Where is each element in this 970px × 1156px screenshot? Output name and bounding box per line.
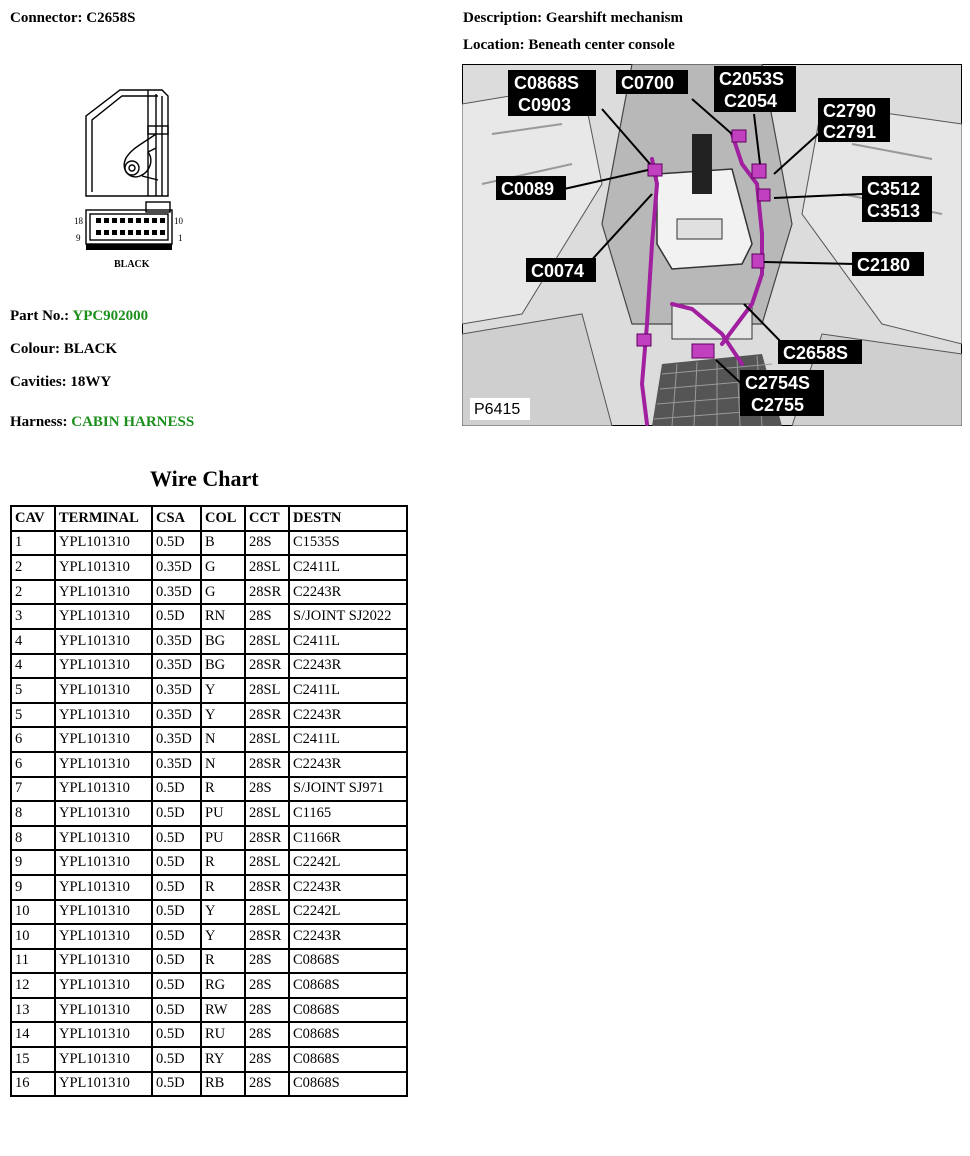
cell-csa: 0.35D bbox=[153, 753, 200, 776]
cell-csa: 0.35D bbox=[153, 630, 200, 653]
table-row bbox=[12, 851, 406, 874]
table-row bbox=[12, 999, 406, 1022]
cell-cav: 5 bbox=[12, 704, 54, 727]
table-row bbox=[12, 655, 406, 678]
cell-cav: 1 bbox=[12, 532, 54, 555]
cell-destn: C2243R bbox=[290, 581, 406, 604]
cell-terminal: YPL101310 bbox=[56, 556, 151, 579]
cell-terminal: YPL101310 bbox=[56, 630, 151, 653]
cell-cct: 28SR bbox=[246, 876, 288, 899]
connector-label: Connector: C2658S bbox=[10, 10, 136, 26]
cavities-value: 18WY bbox=[70, 374, 112, 390]
photo-code: P6415 bbox=[474, 401, 521, 418]
cell-terminal: YPL101310 bbox=[56, 532, 151, 555]
header-terminal: TERMINAL bbox=[56, 507, 151, 530]
cell-cav: 9 bbox=[12, 851, 54, 874]
cell-terminal: YPL101310 bbox=[56, 605, 151, 628]
cell-col: RG bbox=[202, 974, 244, 997]
table-header-row bbox=[12, 507, 406, 530]
cell-destn: C1165 bbox=[290, 802, 406, 825]
cell-destn: C2242L bbox=[290, 851, 406, 874]
cell-destn: C0868S bbox=[290, 1023, 406, 1046]
cell-terminal: YPL101310 bbox=[56, 974, 151, 997]
pin-label-top-right: 10 bbox=[174, 216, 183, 226]
callout-c2791: C2791 bbox=[823, 122, 877, 142]
cell-csa: 0.35D bbox=[153, 679, 200, 702]
cell-col: BG bbox=[202, 655, 244, 678]
cell-cct: 28SL bbox=[246, 728, 288, 751]
cell-cct: 28S bbox=[246, 605, 288, 628]
header-col: COL bbox=[202, 507, 244, 530]
cell-cav: 16 bbox=[12, 1073, 54, 1096]
part-number-value: YPC902000 bbox=[72, 308, 149, 324]
cell-col: RN bbox=[202, 605, 244, 628]
harness-value: CABIN HARNESS bbox=[71, 414, 195, 430]
callout-c0868s: C0868S bbox=[514, 73, 580, 93]
cell-cct: 28S bbox=[246, 950, 288, 973]
cell-cav: 6 bbox=[12, 753, 54, 776]
cell-cct: 28S bbox=[246, 1048, 288, 1071]
table-row bbox=[12, 876, 406, 899]
table-row bbox=[12, 556, 406, 579]
cell-csa: 0.5D bbox=[153, 532, 200, 555]
cell-destn: C0868S bbox=[290, 1048, 406, 1071]
cell-col: R bbox=[202, 851, 244, 874]
table-row bbox=[12, 704, 406, 727]
cell-cct: 28SL bbox=[246, 679, 288, 702]
header-cav: CAV bbox=[12, 507, 54, 530]
cell-cct: 28S bbox=[246, 1023, 288, 1046]
cell-cav: 7 bbox=[12, 778, 54, 801]
callout-c0903: C0903 bbox=[518, 95, 572, 115]
cell-terminal: YPL101310 bbox=[56, 876, 151, 899]
table-row bbox=[12, 728, 406, 751]
cell-csa: 0.5D bbox=[153, 999, 200, 1022]
description-value: Gearshift mechanism bbox=[545, 10, 683, 26]
cell-destn: C2243R bbox=[290, 704, 406, 727]
pin-label-bottom-right: 1 bbox=[178, 233, 183, 243]
pin-label-bottom-left: 9 bbox=[76, 233, 81, 243]
callout-c0074: C0074 bbox=[531, 261, 585, 281]
cell-cav: 15 bbox=[12, 1048, 54, 1071]
callout-c2790: C2790 bbox=[823, 101, 877, 121]
table-row bbox=[12, 1023, 406, 1046]
cell-col: PU bbox=[202, 802, 244, 825]
table-row bbox=[12, 1073, 406, 1096]
cell-csa: 0.5D bbox=[153, 802, 200, 825]
table-row bbox=[12, 925, 406, 948]
table-row bbox=[12, 1048, 406, 1071]
cell-col: B bbox=[202, 532, 244, 555]
cell-csa: 0.5D bbox=[153, 876, 200, 899]
cell-terminal: YPL101310 bbox=[56, 753, 151, 776]
header-csa: CSA bbox=[153, 507, 200, 530]
table-row bbox=[12, 605, 406, 628]
cell-cav: 14 bbox=[12, 1023, 54, 1046]
cell-cct: 28SL bbox=[246, 901, 288, 924]
cell-cav: 5 bbox=[12, 679, 54, 702]
header-destn: DESTN bbox=[290, 507, 406, 530]
callout-c2180: C2180 bbox=[857, 255, 911, 275]
cell-cav: 8 bbox=[12, 802, 54, 825]
cell-terminal: YPL101310 bbox=[56, 999, 151, 1022]
colour: Colour: BLACK bbox=[10, 341, 118, 357]
cell-cav: 2 bbox=[12, 581, 54, 604]
wire-chart-title: Wire Chart bbox=[150, 466, 259, 491]
cell-terminal: YPL101310 bbox=[56, 704, 151, 727]
cell-cct: 28SL bbox=[246, 851, 288, 874]
cell-csa: 0.5D bbox=[153, 827, 200, 850]
cell-destn: C2243R bbox=[290, 753, 406, 776]
table-row bbox=[12, 901, 406, 924]
callout-c2754s: C2754S bbox=[745, 373, 811, 393]
cell-cav: 8 bbox=[12, 827, 54, 850]
table-row bbox=[12, 974, 406, 997]
callout-c0089: C0089 bbox=[501, 179, 555, 199]
cell-cav: 2 bbox=[12, 556, 54, 579]
cell-col: Y bbox=[202, 925, 244, 948]
table-row bbox=[12, 753, 406, 776]
table-row bbox=[12, 630, 406, 653]
cell-csa: 0.5D bbox=[153, 778, 200, 801]
connector-drawing bbox=[72, 86, 192, 272]
callout-c2053s: C2053S bbox=[719, 69, 785, 89]
cell-terminal: YPL101310 bbox=[56, 925, 151, 948]
pin-label-top-left: 18 bbox=[74, 216, 83, 226]
cell-destn: C1166R bbox=[290, 827, 406, 850]
cell-destn: C2411L bbox=[290, 728, 406, 751]
connector-id: C2658S bbox=[86, 10, 136, 26]
cell-terminal: YPL101310 bbox=[56, 851, 151, 874]
cell-col: PU bbox=[202, 827, 244, 850]
cell-destn: C0868S bbox=[290, 999, 406, 1022]
cell-cct: 28S bbox=[246, 974, 288, 997]
location-value: Beneath center console bbox=[528, 37, 675, 53]
cell-destn: C0868S bbox=[290, 974, 406, 997]
cell-destn: C0868S bbox=[290, 1073, 406, 1096]
cell-cct: 28SL bbox=[246, 556, 288, 579]
cell-terminal: YPL101310 bbox=[56, 901, 151, 924]
cell-col: RY bbox=[202, 1048, 244, 1071]
table-row bbox=[12, 679, 406, 702]
cell-cav: 11 bbox=[12, 950, 54, 973]
cell-destn: S/JOINT SJ971 bbox=[290, 778, 406, 801]
cell-col: N bbox=[202, 728, 244, 751]
cell-terminal: YPL101310 bbox=[56, 1073, 151, 1096]
cell-terminal: YPL101310 bbox=[56, 827, 151, 850]
cell-destn: C2243R bbox=[290, 876, 406, 899]
wire-chart-table bbox=[10, 505, 408, 1097]
cell-csa: 0.5D bbox=[153, 1023, 200, 1046]
cell-terminal: YPL101310 bbox=[56, 1023, 151, 1046]
cell-col: BG bbox=[202, 630, 244, 653]
cell-col: RB bbox=[202, 1073, 244, 1096]
table-row bbox=[12, 581, 406, 604]
table-row bbox=[12, 827, 406, 850]
cell-col: RU bbox=[202, 1023, 244, 1046]
callout-c2054: C2054 bbox=[724, 91, 778, 111]
cell-col: R bbox=[202, 876, 244, 899]
cell-cct: 28S bbox=[246, 1073, 288, 1096]
cell-csa: 0.5D bbox=[153, 925, 200, 948]
cell-terminal: YPL101310 bbox=[56, 655, 151, 678]
cell-cct: 28SR bbox=[246, 655, 288, 678]
callout-c0700: C0700 bbox=[621, 73, 675, 93]
cell-destn: C2411L bbox=[290, 630, 406, 653]
cell-csa: 0.5D bbox=[153, 1048, 200, 1071]
cell-destn: S/JOINT SJ2022 bbox=[290, 605, 406, 628]
cell-cav: 4 bbox=[12, 655, 54, 678]
location-photo bbox=[462, 64, 962, 426]
colour-value: BLACK bbox=[63, 341, 118, 357]
cell-destn: C2411L bbox=[290, 556, 406, 579]
cell-destn: C2411L bbox=[290, 679, 406, 702]
cell-terminal: YPL101310 bbox=[56, 802, 151, 825]
cell-csa: 0.35D bbox=[153, 655, 200, 678]
cell-cct: 28S bbox=[246, 532, 288, 555]
cell-csa: 0.5D bbox=[153, 950, 200, 973]
table-row bbox=[12, 802, 406, 825]
cell-col: RW bbox=[202, 999, 244, 1022]
cell-col: N bbox=[202, 753, 244, 776]
cell-destn: C0868S bbox=[290, 950, 406, 973]
cell-terminal: YPL101310 bbox=[56, 778, 151, 801]
cell-cct: 28SR bbox=[246, 753, 288, 776]
cell-csa: 0.35D bbox=[153, 728, 200, 751]
cell-csa: 0.5D bbox=[153, 974, 200, 997]
cell-cct: 28SR bbox=[246, 925, 288, 948]
table-row bbox=[12, 950, 406, 973]
cell-destn: C2243R bbox=[290, 925, 406, 948]
cell-destn: C1535S bbox=[290, 532, 406, 555]
cell-csa: 0.5D bbox=[153, 605, 200, 628]
description-label: Description: Gearshift mechanism bbox=[463, 10, 683, 26]
part-number: Part No.: YPC902000 bbox=[10, 308, 149, 324]
cell-cav: 13 bbox=[12, 999, 54, 1022]
wire-chart-body bbox=[12, 532, 406, 1096]
cell-cct: 28SL bbox=[246, 802, 288, 825]
drawing-color-caption: BLACK bbox=[114, 259, 150, 270]
cell-cct: 28S bbox=[246, 999, 288, 1022]
cell-csa: 0.5D bbox=[153, 1073, 200, 1096]
callout-c3512: C3512 bbox=[867, 179, 921, 199]
cell-cav: 6 bbox=[12, 728, 54, 751]
callout-c2755: C2755 bbox=[751, 395, 805, 415]
table-row bbox=[12, 532, 406, 555]
cell-cct: 28SL bbox=[246, 630, 288, 653]
cell-cav: 3 bbox=[12, 605, 54, 628]
cell-cav: 12 bbox=[12, 974, 54, 997]
cavities: Cavities: 18WY bbox=[10, 374, 112, 390]
cell-cav: 10 bbox=[12, 901, 54, 924]
cell-cav: 4 bbox=[12, 630, 54, 653]
cell-csa: 0.5D bbox=[153, 851, 200, 874]
table-row bbox=[12, 778, 406, 801]
cell-csa: 0.35D bbox=[153, 704, 200, 727]
cell-col: G bbox=[202, 581, 244, 604]
cell-terminal: YPL101310 bbox=[56, 728, 151, 751]
cell-csa: 0.35D bbox=[153, 556, 200, 579]
cell-cct: 28SR bbox=[246, 581, 288, 604]
cell-csa: 0.5D bbox=[153, 901, 200, 924]
cell-destn: C2242L bbox=[290, 901, 406, 924]
cell-col: R bbox=[202, 778, 244, 801]
cell-cct: 28S bbox=[246, 778, 288, 801]
cell-col: Y bbox=[202, 901, 244, 924]
cell-terminal: YPL101310 bbox=[56, 1048, 151, 1071]
cell-col: Y bbox=[202, 704, 244, 727]
cell-col: G bbox=[202, 556, 244, 579]
cell-cav: 9 bbox=[12, 876, 54, 899]
header-cct: CCT bbox=[246, 507, 288, 530]
cell-terminal: YPL101310 bbox=[56, 679, 151, 702]
callout-c2658s: C2658S bbox=[783, 343, 849, 363]
cell-terminal: YPL101310 bbox=[56, 581, 151, 604]
cell-destn: C2243R bbox=[290, 655, 406, 678]
cell-cct: 28SR bbox=[246, 704, 288, 727]
callout-c3513: C3513 bbox=[867, 201, 921, 221]
location-label: Location: Beneath center console bbox=[463, 37, 675, 53]
cell-csa: 0.35D bbox=[153, 581, 200, 604]
cell-terminal: YPL101310 bbox=[56, 950, 151, 973]
harness: Harness: CABIN HARNESS bbox=[10, 414, 195, 430]
cell-cav: 10 bbox=[12, 925, 54, 948]
cell-col: R bbox=[202, 950, 244, 973]
cell-cct: 28SR bbox=[246, 827, 288, 850]
cell-col: Y bbox=[202, 679, 244, 702]
